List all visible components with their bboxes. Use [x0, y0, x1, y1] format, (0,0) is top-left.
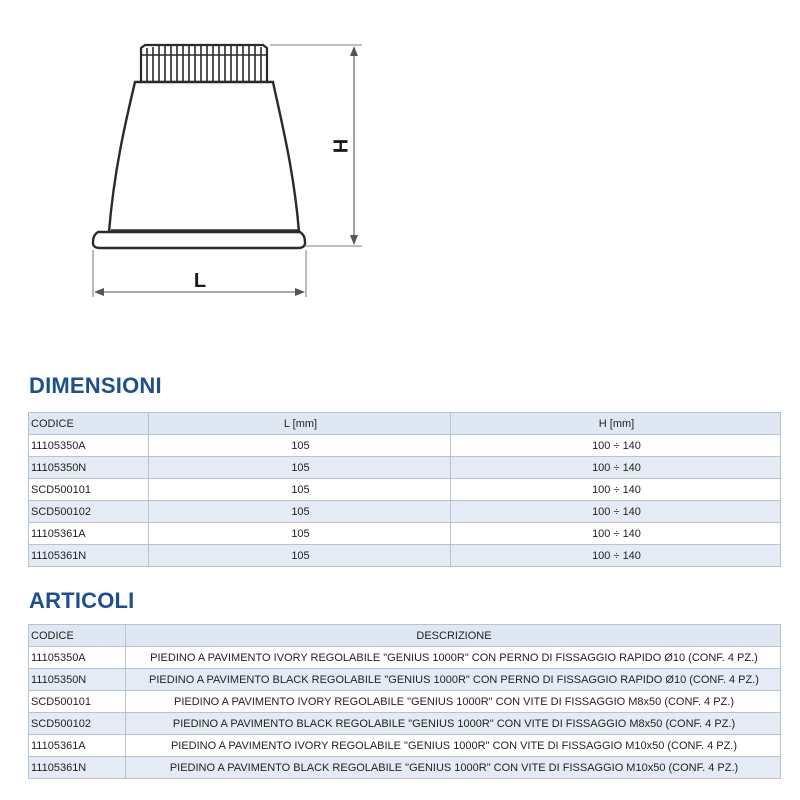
- column-header-length: L [mm]: [149, 413, 451, 435]
- cell-code: SCD500102: [29, 713, 126, 735]
- cell-code: 11105361A: [29, 523, 149, 545]
- articles-title: ARTICOLI: [29, 588, 135, 613]
- cell-length: 105: [149, 457, 451, 479]
- foot-body: [109, 82, 299, 232]
- cell-height: 100 ÷ 140: [451, 501, 781, 523]
- cell-code: 11105361N: [29, 757, 126, 779]
- foot-base: [93, 232, 305, 248]
- cell-height: 100 ÷ 140: [451, 545, 781, 567]
- table-row: [29, 713, 781, 735]
- table-row: [29, 757, 781, 779]
- column-header-description: DESCRIZIONE: [126, 625, 781, 647]
- length-label: L: [193, 270, 207, 292]
- table-row: [29, 435, 781, 457]
- table-row: [29, 735, 781, 757]
- cell-code: 11105361N: [29, 545, 149, 567]
- cell-height: 100 ÷ 140: [451, 479, 781, 501]
- table-row: [29, 669, 781, 691]
- foot-technical-drawing: [0, 0, 800, 360]
- cell-length: 105: [149, 435, 451, 457]
- height-label: H: [328, 138, 351, 154]
- cell-height: 100 ÷ 140: [451, 523, 781, 545]
- table-row: [29, 545, 781, 567]
- cell-code: SCD500101: [29, 691, 126, 713]
- cell-description: PIEDINO A PAVIMENTO IVORY REGOLABILE "GENIUS 1000R" CON VITE DI FISSAGGIO M10x50 (CONF. 4 PZ.): [126, 735, 781, 757]
- table-row: [29, 691, 781, 713]
- column-header-height: H [mm]: [451, 413, 781, 435]
- cell-code: 11105350A: [29, 647, 126, 669]
- dimensions-table: [28, 412, 781, 567]
- knurled-cap: [141, 45, 267, 82]
- cell-description: PIEDINO A PAVIMENTO BLACK REGOLABILE "GENIUS 1000R" CON VITE DI FISSAGGIO M8x50 (CONF. 4 PZ.): [126, 713, 781, 735]
- cell-height: 100 ÷ 140: [451, 457, 781, 479]
- column-header-code: CODICE: [29, 625, 126, 647]
- column-header-code: CODICE: [29, 413, 149, 435]
- table-row: [29, 523, 781, 545]
- cell-description: PIEDINO A PAVIMENTO IVORY REGOLABILE "GENIUS 1000R" CON VITE DI FISSAGGIO M8x50 (CONF. 4 PZ.): [126, 691, 781, 713]
- table-row: [29, 479, 781, 501]
- cell-code: 11105350N: [29, 669, 126, 691]
- cell-description: PIEDINO A PAVIMENTO IVORY REGOLABILE "GENIUS 1000R" CON PERNO DI FISSAGGIO RAPIDO Ø10 (CONF. 4 PZ.): [126, 647, 781, 669]
- cell-length: 105: [149, 501, 451, 523]
- table-row: [29, 647, 781, 669]
- table-row: [29, 457, 781, 479]
- dimensions-title: DIMENSIONI: [29, 373, 162, 398]
- cell-height: 100 ÷ 140: [451, 435, 781, 457]
- table-row: [29, 501, 781, 523]
- cell-length: 105: [149, 479, 451, 501]
- cell-code: 11105350N: [29, 457, 149, 479]
- table-header-row: [29, 413, 781, 435]
- articles-table: [28, 624, 781, 779]
- cell-code: 11105361A: [29, 735, 126, 757]
- cell-code: SCD500101: [29, 479, 149, 501]
- cell-code: SCD500102: [29, 501, 149, 523]
- cell-description: PIEDINO A PAVIMENTO BLACK REGOLABILE "GENIUS 1000R" CON VITE DI FISSAGGIO M10x50 (CONF. 4 PZ.): [126, 757, 781, 779]
- cell-length: 105: [149, 523, 451, 545]
- table-header-row: [29, 625, 781, 647]
- cell-length: 105: [149, 545, 451, 567]
- cell-code: 11105350A: [29, 435, 149, 457]
- cell-description: PIEDINO A PAVIMENTO BLACK REGOLABILE "GENIUS 1000R" CON PERNO DI FISSAGGIO RAPIDO Ø10 (CONF. 4 PZ.): [126, 669, 781, 691]
